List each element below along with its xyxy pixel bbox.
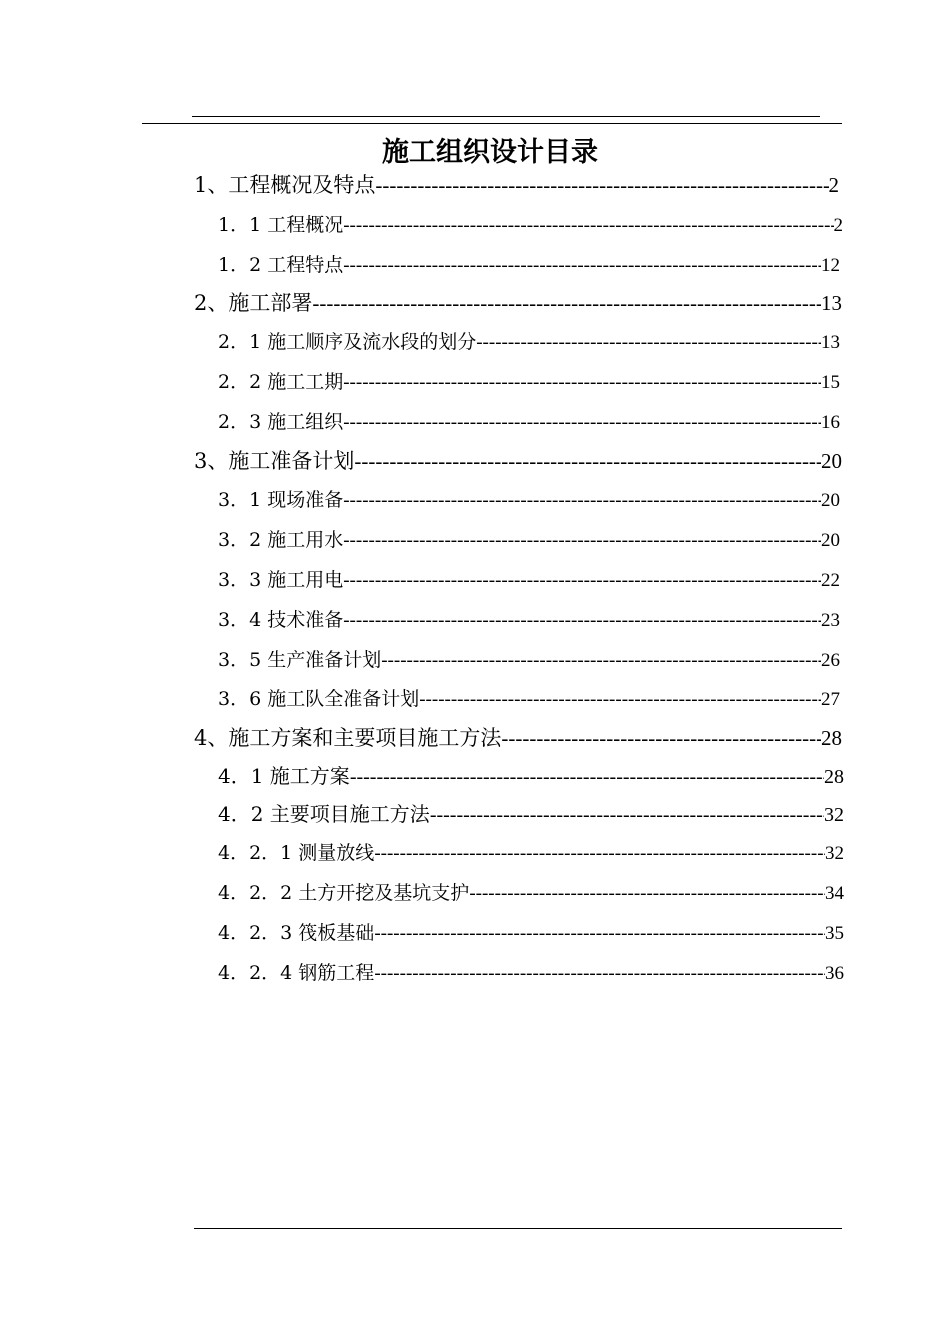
footer-rule	[194, 1228, 842, 1229]
toc-leader-dots	[469, 879, 825, 908]
toc-entry[interactable]	[218, 838, 844, 868]
toc-leader-dots	[343, 368, 821, 397]
toc-entry-label: 3．2 施工用水	[218, 529, 344, 551]
toc-entry-page: 13	[821, 332, 840, 353]
toc-entry[interactable]	[218, 958, 844, 988]
toc-entry-label: 4．2．4 钢筋工程	[218, 962, 375, 984]
toc-leader-dots	[354, 446, 821, 476]
toc-entry-page: 28	[821, 726, 842, 750]
toc-entry-label: 2、施工部署	[194, 291, 313, 315]
toc-entry-label: 3．6 施工队全准备计划	[218, 688, 420, 710]
toc-entry-label: 3．5 生产准备计划	[218, 649, 382, 671]
toc-entry-page: 16	[821, 412, 840, 433]
toc-entry-label: 4．2．2 土方开挖及基坑支护	[218, 882, 470, 904]
toc-entry-label: 3．4 技术准备	[218, 609, 344, 631]
toc-leader-dots	[350, 762, 824, 791]
toc-leader-dots	[343, 526, 821, 555]
toc-entry-page: 27	[821, 689, 840, 710]
toc-entry-label: 1．2 工程特点	[218, 254, 344, 276]
toc-entry-label: 4．1 施工方案	[218, 764, 350, 788]
toc-leader-dots	[343, 606, 821, 635]
toc-entry-label: 2．2 施工工期	[218, 371, 344, 393]
toc-entry[interactable]	[218, 684, 840, 714]
toc-entry[interactable]	[194, 723, 842, 753]
toc-leader-dots	[374, 959, 825, 988]
toc-leader-dots	[343, 486, 821, 515]
toc-entry[interactable]	[194, 170, 839, 200]
toc-entry[interactable]	[218, 645, 840, 675]
toc-leader-dots	[381, 646, 821, 675]
toc-leader-dots	[501, 723, 821, 753]
toc-entry-label: 4．2．3 筏板基础	[218, 922, 375, 944]
toc-leader-dots	[419, 685, 821, 714]
toc-entry-page: 26	[821, 650, 840, 671]
toc-entry-label: 3．1 现场准备	[218, 489, 344, 511]
toc-leader-dots	[476, 328, 821, 357]
toc-entry[interactable]	[218, 407, 840, 437]
toc-leader-dots	[375, 170, 828, 200]
toc-entry[interactable]	[218, 525, 840, 555]
toc-entry-label: 4．2 主要项目施工方法	[218, 802, 430, 826]
toc-entry-label: 1．1 工程概况	[218, 214, 344, 236]
toc-entry[interactable]	[218, 918, 844, 948]
toc-entry-page: 34	[825, 883, 844, 904]
toc-entry[interactable]	[218, 250, 840, 280]
toc-entry-page: 36	[825, 963, 844, 984]
toc-entry-page: 23	[821, 610, 840, 631]
toc-entry-page: 13	[821, 291, 842, 315]
toc-entry-page: 15	[821, 372, 840, 393]
toc-entry[interactable]	[194, 446, 842, 476]
toc-entry[interactable]	[218, 799, 844, 829]
toc-leader-dots	[343, 251, 821, 280]
toc-entry-page: 12	[821, 255, 840, 276]
toc-entry-label: 4．2．1 测量放线	[218, 842, 375, 864]
toc-entry[interactable]	[194, 288, 842, 318]
toc-entry[interactable]	[218, 565, 840, 595]
toc-entry-label: 3、施工准备计划	[194, 449, 355, 473]
toc-entry-label: 2．1 施工顺序及流水段的划分	[218, 331, 477, 353]
toc-entry[interactable]	[218, 605, 840, 635]
document-title: 施工组织设计目录	[382, 137, 598, 168]
toc-entry-page: 20	[821, 449, 842, 473]
toc-entry-page: 20	[821, 490, 840, 511]
toc-leader-dots	[374, 919, 825, 948]
toc-entry-page: 28	[824, 766, 844, 788]
toc-entry[interactable]	[218, 485, 840, 515]
toc-entry-label: 3．3 施工用电	[218, 569, 344, 591]
toc-entry-page: 32	[824, 804, 844, 826]
toc-entry[interactable]	[218, 327, 840, 357]
toc-entry-page: 35	[825, 923, 844, 944]
toc-entry-page: 22	[821, 570, 840, 591]
toc-entry-label: 2．3 施工组织	[218, 411, 344, 433]
toc-entry[interactable]	[218, 210, 843, 240]
toc-leader-dots	[312, 288, 821, 318]
toc-leader-dots	[343, 408, 821, 437]
toc-entry-page: 32	[825, 843, 844, 864]
toc-leader-dots	[374, 839, 825, 868]
toc-entry[interactable]	[218, 761, 844, 791]
toc-entry-label: 1、工程概况及特点	[194, 173, 376, 197]
toc-leader-dots	[430, 800, 824, 829]
toc-entry[interactable]	[218, 878, 844, 908]
toc-entry-page: 2	[833, 215, 843, 236]
toc-leader-dots	[343, 566, 821, 595]
toc-entry-label: 4、施工方案和主要项目施工方法	[194, 726, 502, 750]
toc-entry-page: 20	[821, 530, 840, 551]
toc-entry[interactable]	[218, 367, 840, 397]
toc-leader-dots	[343, 211, 833, 240]
toc-entry-page: 2	[828, 173, 839, 197]
